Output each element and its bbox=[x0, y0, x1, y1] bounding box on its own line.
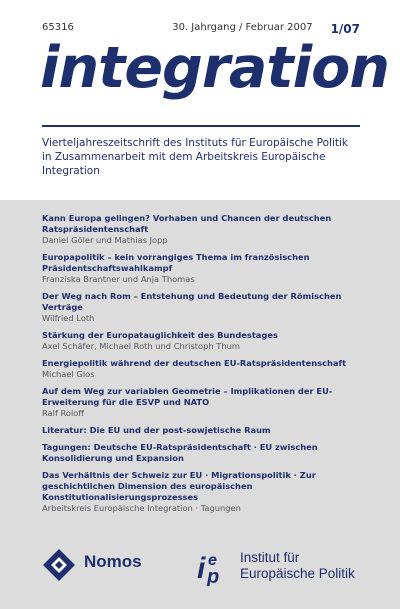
toc-item bbox=[42, 358, 376, 380]
nomos-logo-icon bbox=[42, 548, 76, 582]
toc-author: Franziska Brantner und Anja Thomas bbox=[42, 274, 195, 284]
publisher-logos bbox=[0, 548, 400, 594]
toc-author: Daniel Göler und Mathias Jopp bbox=[42, 235, 168, 245]
toc-title: Das Verhältnis der Schweiz zur EU · Migrationspolitik · Zur geschichtlichen Dimension des europäischen Konstitutionalisierungsprozesses bbox=[42, 470, 316, 502]
cover-header bbox=[42, 22, 360, 36]
toc-author: Michael Glos bbox=[42, 369, 95, 379]
iep-mark-e: e bbox=[208, 552, 217, 569]
toc-title: Der Weg nach Rom – Entstehung und Bedeutung der Römischen Verträge bbox=[42, 291, 342, 312]
toc-item bbox=[42, 425, 376, 436]
issue-number: 1/07 bbox=[330, 22, 360, 36]
iep-name-line-2: Europäische Politik bbox=[240, 566, 355, 581]
toc-author: Ralf Roloff bbox=[42, 408, 85, 418]
iep-logo-icon bbox=[195, 548, 233, 586]
toc-title: Tagungen: Deutsche EU-Ratspräsidentschaft · EU zwischen Konsolidierung und Expansion bbox=[42, 442, 318, 463]
title-rule bbox=[42, 125, 360, 127]
toc-item bbox=[42, 442, 376, 464]
toc-item bbox=[42, 252, 376, 285]
toc-title: Kann Europa gelingen? Vorhaben und Chancen der deutschen Ratspräsidentenschaft bbox=[42, 213, 332, 234]
iep-mark-p: p bbox=[207, 566, 220, 586]
subtitle-line-2: in Zusammenarbeit mit dem Arbeitskreis Europäische Integration bbox=[42, 151, 326, 177]
header-spacer bbox=[74, 22, 172, 36]
toc-title: Europapolitik – kein vorrangiges Thema im französischen Präsidentschaftswahlkampf bbox=[42, 252, 310, 273]
toc-author: Axel Schäfer, Michael Roth und Christoph Thum bbox=[42, 341, 240, 351]
journal-title: integration bbox=[40, 35, 389, 101]
toc-author: Arbeitskreis Europäische Integration · Tagungen bbox=[42, 503, 241, 513]
toc-item bbox=[42, 386, 376, 419]
toc-item bbox=[42, 470, 376, 514]
toc-title: Energiepolitik während der deutschen EU-Ratspräsidentenschaft bbox=[42, 358, 347, 368]
volume-date: 30. Jahrgang / Februar 2007 bbox=[172, 22, 313, 33]
toc-author: Wilfried Loth bbox=[42, 313, 95, 323]
toc-title: Literatur: Die EU und der post-sowjetische Raum bbox=[42, 425, 271, 435]
iep-name-line-1: Institut für bbox=[240, 550, 300, 565]
nomos-name: Nomos bbox=[84, 552, 142, 571]
toc-title: Auf dem Weg zur variablen Geometrie – Implikationen der EU-Erweiterung für die ESVP und NATO bbox=[42, 386, 333, 407]
table-of-contents bbox=[42, 213, 376, 520]
iep-name bbox=[240, 550, 355, 582]
toc-item bbox=[42, 291, 376, 324]
toc-item bbox=[42, 213, 376, 246]
subtitle-line-1: Vierteljahreszeitschrift des Instituts für Europäische Politik bbox=[42, 137, 349, 149]
iep-mark-i: i bbox=[197, 552, 206, 585]
issn-code: 65316 bbox=[42, 22, 74, 33]
toc-item bbox=[42, 330, 376, 352]
journal-subtitle bbox=[42, 136, 380, 178]
toc-title: Stärkung der Europatauglichkeit des Bundestages bbox=[42, 330, 278, 340]
